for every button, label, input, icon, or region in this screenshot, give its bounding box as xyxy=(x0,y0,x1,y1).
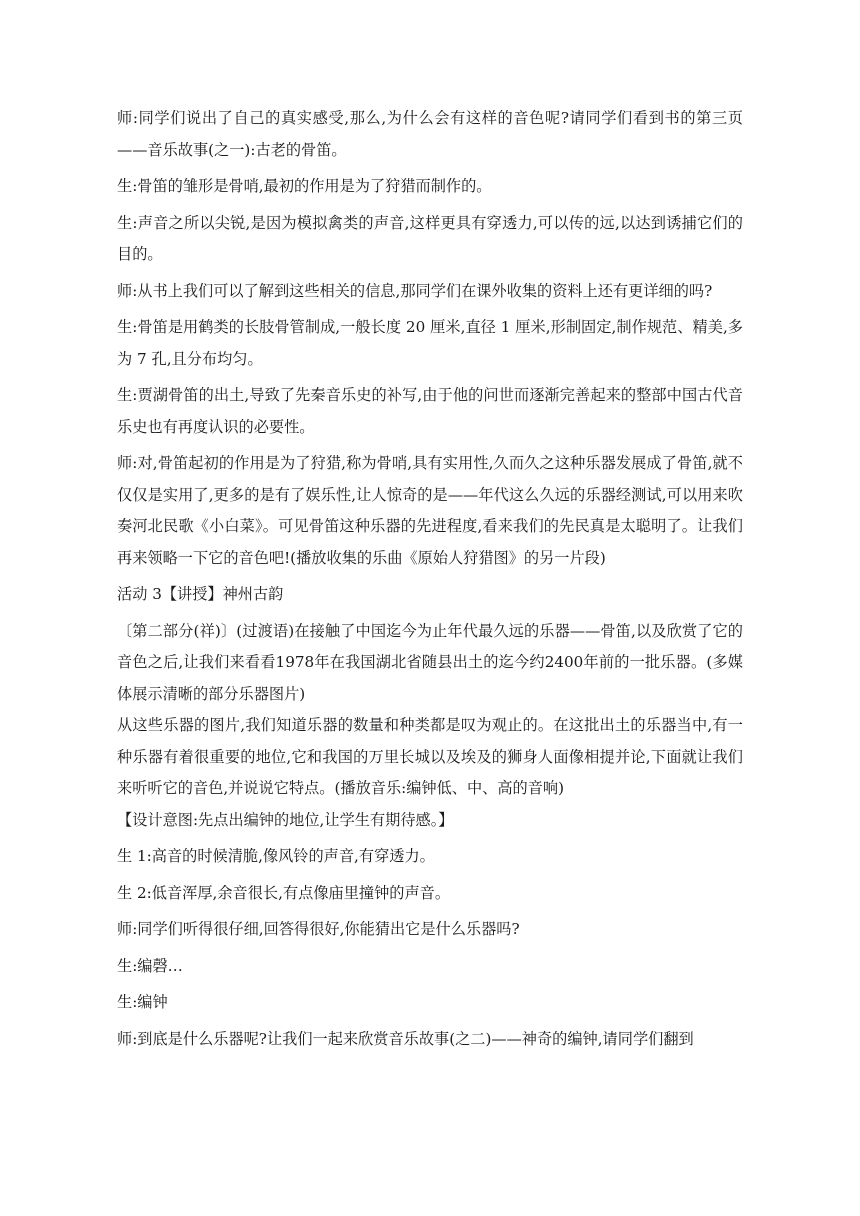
paragraph-student-answer-3: 生:骨笛是用鹤类的长肢骨管制成,一般长度 20 厘米,直径 1 厘米,形制固定,制作规范、精美,多为 7 孔,且分布均匀。 xyxy=(117,318,743,368)
paragraph-student-answer-2: 生:声音之所以尖锐,是因为模拟禽类的声音,这样更具有穿透力,可以传的远,以达到诱捕它们的目的。 xyxy=(117,213,743,263)
paragraph-teacher-guess: 师:同学们听得很仔细,回答得很好,你能猜出它是什么乐器吗? xyxy=(117,920,520,938)
paragraph-teacher-followup: 师:从书上我们可以了解到这些相关的信息,那同学们在课外收集的资料上还有更详细的吗? xyxy=(117,281,713,300)
paragraph-student-answer-4: 生:贾湖骨笛的出土,导致了先秦音乐史的补写,由于他的问世而逐渐完善起来的整部中国古代音乐史也有再度认识的必要性。 xyxy=(117,386,743,436)
paragraph-design-intent: 【设计意图:先点出编钟的地位,让学生有期待感。】 xyxy=(117,810,454,829)
paragraph-teacher-summary: 师:对,骨笛起初的作用是为了狩猎,称为骨哨,具有实用性,久而久之这种乐器发展成了骨笛,就不仅仅是实用了,更多的是有了娱乐性,让人惊奇的是——年代这么久远的乐器经测试,可以用来吹奏河北民歌《小白菜》。可见骨笛这种乐器的先进程度,看来我们的先民真是太聪明了。让我们再来领略一下它的音色吧!(播放收集的乐曲《原始人狩猎图》的另一片段) xyxy=(117,454,743,567)
paragraph-student-answer-1: 生:骨笛的雏形是骨哨,最初的作用是为了狩猎而制作的。 xyxy=(117,177,492,195)
paragraph-teacher-question: 师:同学们说出了自己的真实感受,那么,为什么会有这样的音色呢?请同学们看到书的第三页——音乐故事(之一):古老的骨笛。 xyxy=(117,109,743,159)
paragraph-student-2: 生 2:低音浑厚,余音很长,有点像庙里撞钟的声音。 xyxy=(117,883,451,902)
paragraph-teacher-story: 师:到底是什么乐器呢?让我们一起来欣赏音乐故事(之二)——神奇的编钟,请同学们翻到 xyxy=(117,1029,694,1048)
paragraph-activity-heading: 活动 3【讲授】神州古韵 xyxy=(117,585,284,603)
document-page xyxy=(117,103,743,1055)
paragraph-part-two-intro: 〔第二部分(祥)〕(过渡语)在接触了中国迄今为止年代最久远的乐器——骨笛,以及欣赏了它的音色之后,让我们来看看1978年在我国湖北省随县出土的迄今约2400年前的一批乐器。(多媒体展示清晰的部分乐器图片) xyxy=(117,621,743,703)
paragraph-student-bianzhong: 生:编钟 xyxy=(117,993,168,1011)
paragraph-student-bianqing: 生:编磬… xyxy=(117,956,183,975)
paragraph-student-1: 生 1:高音的时候清脆,像风铃的声音,有穿透力。 xyxy=(117,847,435,865)
paragraph-instrument-intro: 从这些乐器的图片,我们知道乐器的数量和种类都是叹为观止的。在这批出土的乐器当中,有一种乐器有着很重要的地位,它和我国的万里长城以及埃及的狮身人面像相提并论,下面就让我们来听听它的音色,并说说它特点。(播放音乐:编钟低、中、高的音响) xyxy=(117,716,743,797)
